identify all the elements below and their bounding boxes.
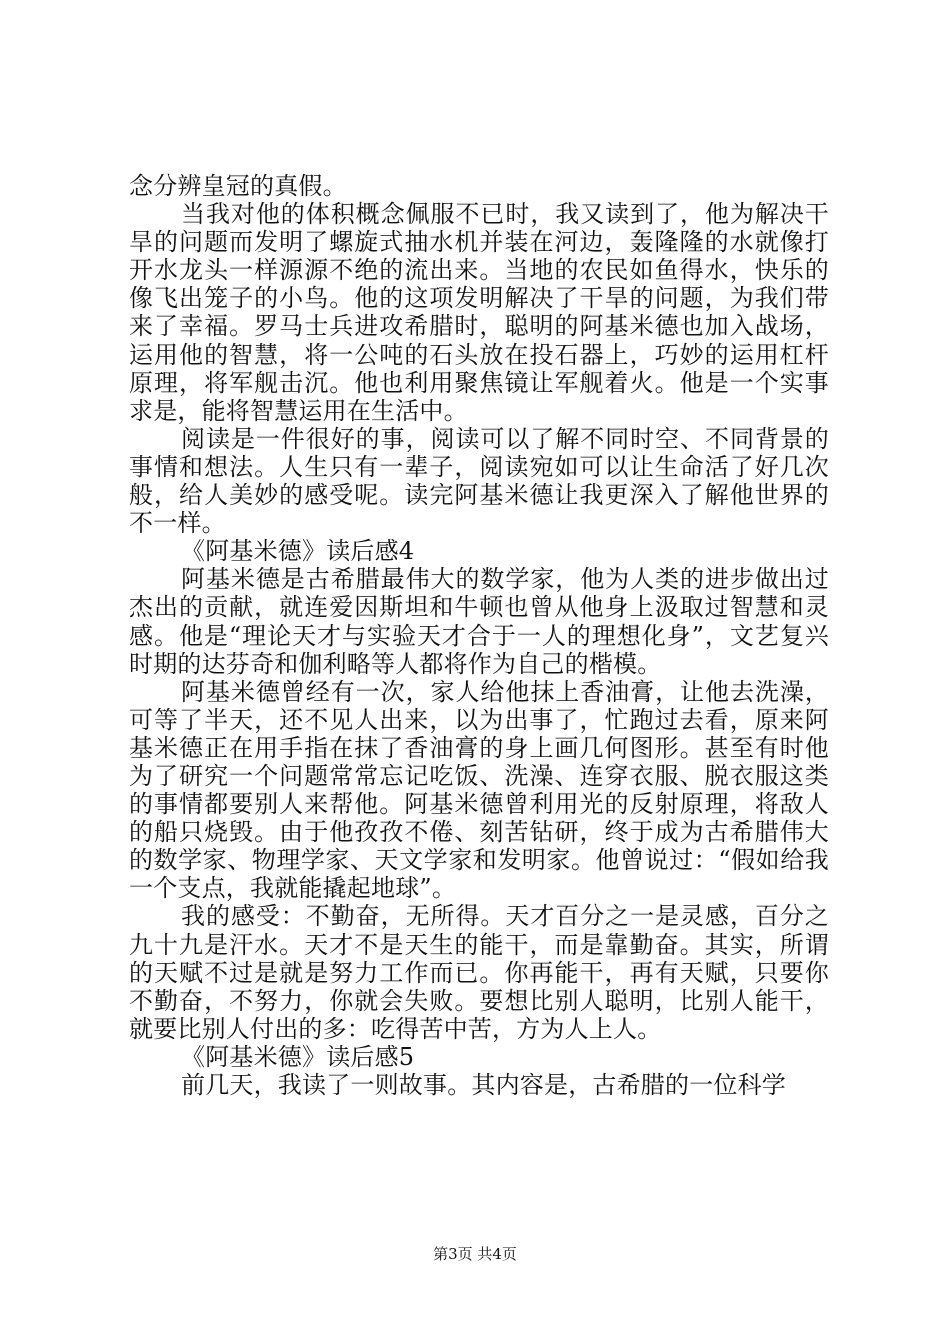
paragraph: 当我对他的体积概念佩服不已时，我又读到了，他为解决干旱的问题而发明了螺旋式抽水机并装在河边，轰隆隆的水就像打开水龙头一样源源不绝的流出来。当地的农民如鱼得水，快乐的像飞出笼子的小鸟。他的这项发明解决了干旱的问题，为我们带来了幸福。罗马士兵进攻希腊时，聪明的阿基米德也加入战场，运用他的智慧，将一公吨的石头放在投石器上，巧妙的运用杠杆原理，将军舰击沉。他也利用聚焦镜让军舰着火。他是一个实事求是，能将智慧运用在生活中。: [129, 200, 829, 425]
page-number-footer: 第3页 共4页: [433, 1245, 517, 1263]
section-heading: 《阿基米德》读后感4: [181, 537, 415, 566]
paragraph: 我的感受：不勤奋，无所得。天才百分之一是灵感，百分之九十九是汗水。天才不是天生的能干，而是靠勤奋。其实，所谓的天赋不过是就是努力工作而已。你再能干，再有天赋，只要你不勤奋，不努力，你就会失败。要想比别人聪明，比别人能干，就要比别人付出的多：吃得苦中苦，方为人上人。: [129, 902, 829, 1043]
paragraph: 阿基米德是古希腊最伟大的数学家，他为人类的进步做出过杰出的贡献，就连爱因斯坦和牛顿也曾从他身上汲取过智慧和灵感。他是“理论天才与实验天才合于一人的理想化身”，文艺复兴时期的达芬奇和伽利略等人都将作为自己的楷模。: [129, 565, 829, 678]
section-heading: 《阿基米德》读后感5: [181, 1042, 415, 1071]
paragraph: 前几天，我读了一则故事。其内容是，古希腊的一位科学: [181, 1071, 786, 1099]
document-body: [129, 172, 829, 1099]
paragraph-continuation: 念分辨皇冠的真假。: [129, 172, 347, 200]
paragraph: 阅读是一件很好的事，阅读可以了解不同时空、不同背景的事情和想法。人生只有一辈子，阅读宛如可以让生命活了好几次般，给人美妙的感受呢。读完阿基米德让我更深入了解他世界的不一样。: [129, 424, 829, 538]
paragraph: 阿基米德曾经有一次，家人给他抹上香油膏，让他去洗澡，可等了半天，还不见人出来，以为出事了，忙跑过去看，原来阿基米德正在用手指在抹了香油膏的身上画几何图形。甚至有时他为了研究一个问题常常忘记吃饭、洗澡、连穿衣服、脱衣服这类的事情都要别人来帮他。阿基米德曾利用光的反射原理，将敌人的船只烧毁。由于他孜孜不倦、刻苦钻研，终于成为古希腊伟大的数学家、物理学家、天文学家和发明家。他曾说过：“假如给我一个支点，我就能撬起地球”。: [129, 677, 829, 903]
